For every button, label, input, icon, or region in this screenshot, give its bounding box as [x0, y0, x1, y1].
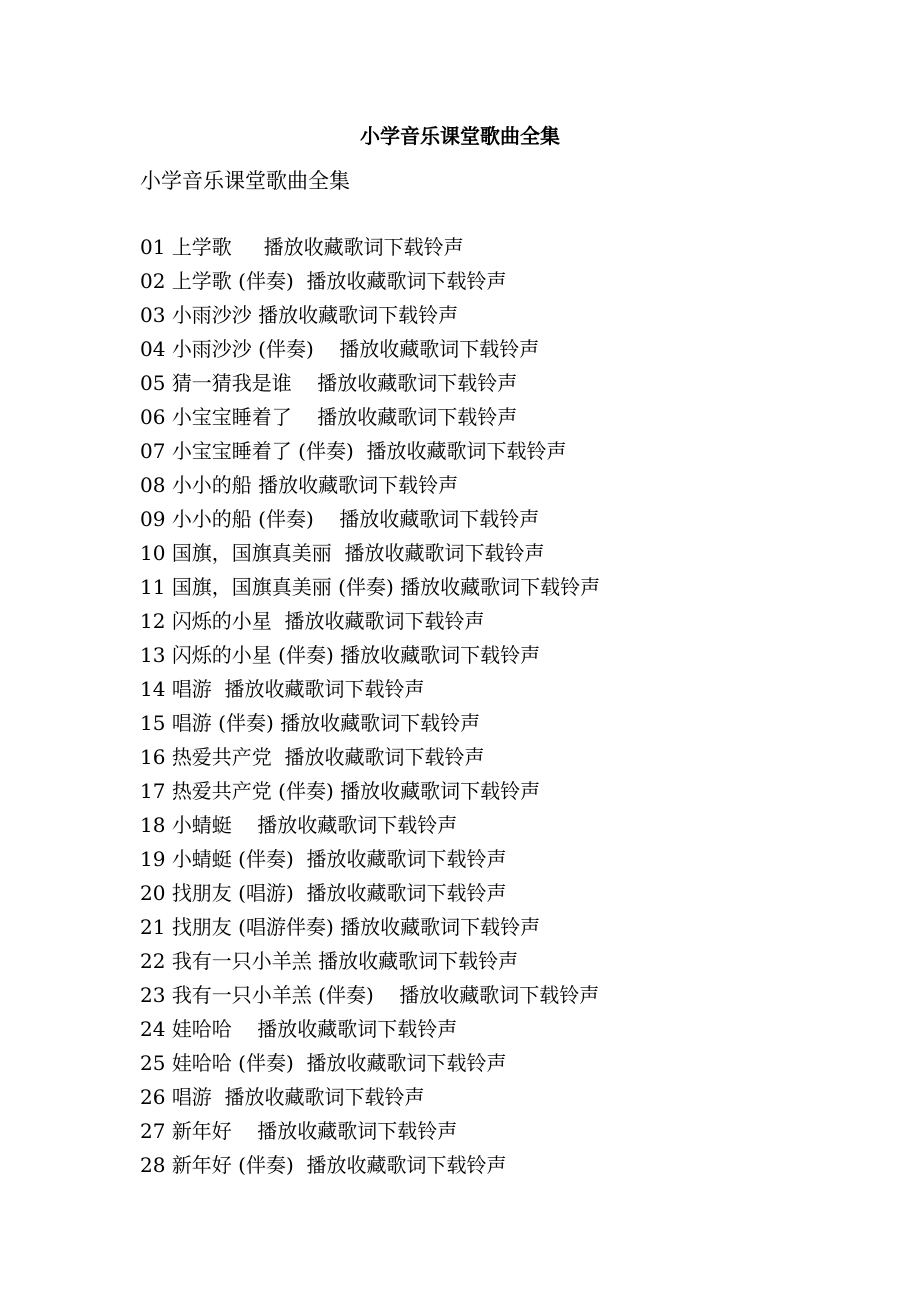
page-title: 小学音乐课堂歌曲全集	[360, 124, 560, 148]
song-number: 02	[140, 269, 166, 293]
song-item	[140, 1148, 600, 1182]
song-item	[140, 876, 600, 910]
song-title: 新年好	[171, 1119, 232, 1143]
song-actions: 播放收藏歌词下载铃声	[257, 1017, 458, 1041]
song-spacer	[232, 1017, 257, 1041]
song-title: 小雨沙沙 (伴奏)	[171, 337, 314, 361]
song-title: 上学歌 (伴奏)	[171, 269, 294, 293]
song-item	[140, 468, 600, 502]
song-spacer	[314, 337, 339, 361]
song-actions: 播放收藏歌词下载铃声	[306, 1051, 507, 1075]
song-item	[140, 434, 600, 468]
song-title: 上学歌	[171, 235, 232, 259]
song-item	[140, 910, 600, 944]
song-item	[140, 366, 600, 400]
song-spacer	[292, 371, 317, 395]
song-number: 18	[140, 813, 166, 837]
song-item	[140, 978, 600, 1012]
song-actions: 播放收藏歌词下载铃声	[306, 269, 507, 293]
song-spacer	[232, 235, 264, 259]
song-actions: 播放收藏歌词下载铃声	[224, 1085, 425, 1109]
song-title: 新年好 (伴奏)	[171, 1153, 294, 1177]
song-spacer	[212, 677, 225, 701]
song-actions: 播放收藏歌词下载铃声	[257, 813, 458, 837]
song-number: 09	[140, 507, 166, 531]
song-item	[140, 672, 600, 706]
song-item	[140, 1080, 600, 1114]
song-item	[140, 570, 600, 604]
song-number: 05	[140, 371, 166, 395]
song-spacer	[374, 983, 399, 1007]
song-item	[140, 604, 600, 638]
song-number: 12	[140, 609, 166, 633]
song-item	[140, 842, 600, 876]
song-number: 07	[140, 439, 166, 463]
song-number: 22	[140, 949, 166, 973]
song-spacer	[232, 1119, 257, 1143]
song-number: 15	[140, 711, 166, 735]
song-actions: 播放收藏歌词下载铃声	[257, 1119, 458, 1143]
song-spacer	[292, 405, 317, 429]
song-item	[140, 400, 600, 434]
song-title: 小宝宝睡着了	[171, 405, 292, 429]
song-item	[140, 1046, 600, 1080]
song-list	[140, 230, 600, 1182]
song-actions: 播放收藏歌词下载铃声	[340, 915, 541, 939]
song-number: 21	[140, 915, 166, 939]
song-spacer	[294, 269, 307, 293]
song-actions: 播放收藏歌词下载铃声	[318, 949, 519, 973]
song-title: 猜一猜我是谁	[171, 371, 292, 395]
song-item	[140, 944, 600, 978]
song-actions: 播放收藏歌词下载铃声	[306, 881, 507, 905]
song-number: 04	[140, 337, 166, 361]
song-number: 28	[140, 1153, 166, 1177]
song-spacer	[272, 745, 285, 769]
song-actions: 播放收藏歌词下载铃声	[306, 1153, 507, 1177]
song-actions: 播放收藏歌词下载铃声	[280, 711, 481, 735]
song-spacer	[332, 541, 345, 565]
song-number: 16	[140, 745, 166, 769]
song-title: 娃哈哈	[171, 1017, 232, 1041]
song-number: 25	[140, 1051, 166, 1075]
song-item	[140, 1012, 600, 1046]
song-actions: 播放收藏歌词下载铃声	[317, 371, 518, 395]
song-item	[140, 740, 600, 774]
song-title: 小雨沙沙	[171, 303, 252, 327]
song-item	[140, 536, 600, 570]
song-title: 娃哈哈 (伴奏)	[171, 1051, 294, 1075]
song-actions: 播放收藏歌词下载铃声	[306, 847, 507, 871]
song-spacer	[294, 1051, 307, 1075]
song-actions: 播放收藏歌词下载铃声	[344, 541, 545, 565]
song-number: 03	[140, 303, 166, 327]
song-actions: 播放收藏歌词下载铃声	[339, 507, 540, 531]
song-item	[140, 706, 600, 740]
song-title: 小蜻蜓	[171, 813, 232, 837]
song-actions: 播放收藏歌词下载铃声	[340, 643, 541, 667]
song-title: 闪烁的小星 (伴奏)	[171, 643, 334, 667]
song-number: 13	[140, 643, 166, 667]
song-spacer	[272, 609, 285, 633]
song-actions: 播放收藏歌词下载铃声	[317, 405, 518, 429]
song-item	[140, 298, 600, 332]
song-title: 小宝宝睡着了 (伴奏)	[171, 439, 354, 463]
song-title: 小小的船	[171, 473, 252, 497]
song-actions: 播放收藏歌词下载铃声	[400, 575, 601, 599]
song-number: 26	[140, 1085, 166, 1109]
song-title: 我有一只小羊羔 (伴奏)	[171, 983, 374, 1007]
song-title: 找朋友 (唱游伴奏)	[171, 915, 334, 939]
song-actions: 播放收藏歌词下载铃声	[284, 609, 485, 633]
song-item	[140, 264, 600, 298]
song-number: 27	[140, 1119, 166, 1143]
song-title: 唱游	[171, 1085, 212, 1109]
song-number: 06	[140, 405, 166, 429]
song-actions: 播放收藏歌词下载铃声	[366, 439, 567, 463]
song-item	[140, 808, 600, 842]
song-title: 小蜻蜓 (伴奏)	[171, 847, 294, 871]
song-number: 08	[140, 473, 166, 497]
song-actions: 播放收藏歌词下载铃声	[263, 235, 464, 259]
song-actions: 播放收藏歌词下载铃声	[399, 983, 600, 1007]
song-title: 小小的船 (伴奏)	[171, 507, 314, 531]
song-actions: 播放收藏歌词下载铃声	[258, 473, 459, 497]
song-item	[140, 502, 600, 536]
song-actions: 播放收藏歌词下载铃声	[340, 779, 541, 803]
song-title: 唱游	[171, 677, 212, 701]
song-actions: 播放收藏歌词下载铃声	[284, 745, 485, 769]
page-subtitle: 小学音乐课堂歌曲全集	[140, 169, 350, 193]
song-spacer	[354, 439, 367, 463]
song-actions: 播放收藏歌词下载铃声	[258, 303, 459, 327]
song-title: 国旗，国旗真美丽 (伴奏)	[171, 575, 394, 599]
song-actions: 播放收藏歌词下载铃声	[224, 677, 425, 701]
song-item	[140, 230, 600, 264]
song-spacer	[294, 847, 307, 871]
song-spacer	[232, 813, 257, 837]
song-number: 20	[140, 881, 166, 905]
song-spacer	[314, 507, 339, 531]
song-spacer	[212, 1085, 225, 1109]
song-spacer	[294, 881, 307, 905]
song-title: 热爱共产党 (伴奏)	[171, 779, 334, 803]
song-number: 11	[140, 575, 166, 599]
song-title: 闪烁的小星	[171, 609, 272, 633]
song-item	[140, 332, 600, 366]
song-number: 17	[140, 779, 166, 803]
song-item	[140, 774, 600, 808]
song-actions: 播放收藏歌词下载铃声	[339, 337, 540, 361]
song-title: 找朋友 (唱游)	[171, 881, 294, 905]
song-title: 唱游 (伴奏)	[171, 711, 274, 735]
song-number: 23	[140, 983, 166, 1007]
song-title: 我有一只小羊羔	[171, 949, 312, 973]
song-number: 24	[140, 1017, 166, 1041]
song-number: 19	[140, 847, 166, 871]
song-item	[140, 1114, 600, 1148]
song-title: 国旗，国旗真美丽	[171, 541, 332, 565]
song-number: 01	[140, 235, 166, 259]
song-title: 热爱共产党	[171, 745, 272, 769]
song-spacer	[294, 1153, 307, 1177]
song-number: 14	[140, 677, 166, 701]
song-number: 10	[140, 541, 166, 565]
song-item	[140, 638, 600, 672]
